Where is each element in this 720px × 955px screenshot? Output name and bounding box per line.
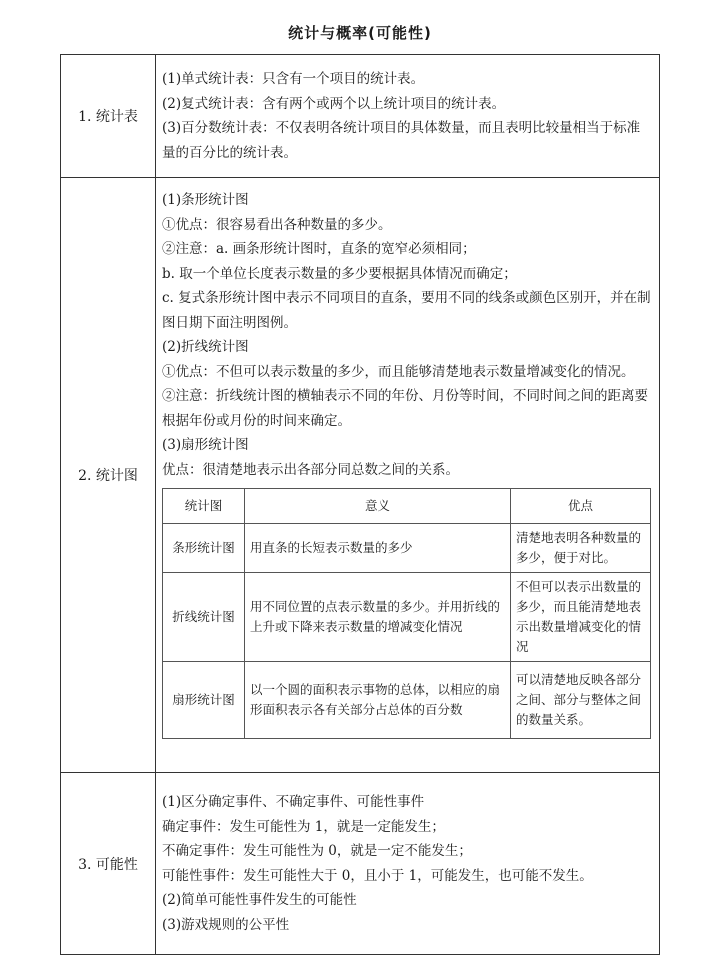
content-line: ①优点：很容易看出各种数量的多少。 — [162, 216, 392, 233]
cell-meaning: 以一个圆的面积表示事物的总体，以相应的扇形面积表示各有关部分占总体的百分数 — [245, 662, 511, 739]
section-probability — [61, 773, 660, 955]
content-line: 不确定事件：发生可能性为 0，就是一定不能发生； — [162, 843, 472, 859]
cell-advantage: 不但可以表示出数量的多少，而且能清楚地表示出数量增减变化的情况 — [511, 573, 651, 662]
content-line: (2)折线统计图 — [162, 339, 249, 355]
table-row — [163, 573, 651, 662]
section-label: 3. 可能性 — [61, 773, 156, 955]
content-line: 优点：很清楚地表示出各部分同总数之间的关系。 — [162, 461, 459, 478]
content-line: ②注意：a. 画条形统计图时，直条的宽窄必须相同； — [162, 241, 476, 257]
cell-advantage: 清楚地表明各种数量的多少，便于对比。 — [511, 524, 651, 573]
table-row — [163, 662, 651, 739]
section-content — [156, 55, 660, 178]
content-line: (3)扇形统计图 — [162, 437, 249, 453]
table-row — [163, 524, 651, 573]
header-meaning: 意义 — [245, 489, 511, 524]
cell-chart-name: 扇形统计图 — [163, 662, 245, 739]
cell-meaning: 用直条的长短表示数量的多少 — [245, 524, 511, 573]
table-header-row — [163, 489, 651, 524]
content-line: ②注意：折线统计图的横轴表示不同的年份、月份等时间，不同时间之间的距离要根据年份或月份的时间来确定。 — [162, 388, 648, 429]
content-line: b. 取一个单位长度表示数量的多少要根据具体情况而确定； — [162, 265, 517, 282]
summary-table — [60, 54, 660, 955]
content-line: ①优点：不但可以表示数量的多少，而且能够清楚地表示数量增减变化的情况。 — [162, 363, 635, 380]
content-line: (1)区分确定事件、不确定事件、可能性事件 — [162, 794, 425, 810]
chart-comparison-table — [162, 488, 651, 739]
content-line: (3)游戏规则的公平性 — [162, 916, 290, 933]
content-line: 确定事件：发生可能性为 1，就是一定能发生； — [162, 818, 445, 835]
content-line: 可能性事件：发生可能性大于 0，且小于 1，可能发生，也可能不发生。 — [162, 867, 593, 884]
section-statistical-tables — [61, 55, 660, 178]
content-line: (1)单式统计表：只含有一个项目的统计表。 — [162, 71, 425, 87]
section-label: 2. 统计图 — [61, 178, 156, 773]
section-content — [156, 773, 660, 955]
content-line: (3)百分数统计表：不仅表明各统计项目的具体数量，而且表明比较量相当于标准量的百分比的统计表。 — [162, 120, 641, 161]
section-statistical-charts — [61, 178, 660, 773]
cell-advantage: 可以清楚地反映各部分之间、部分与整体之间的数量关系。 — [511, 662, 651, 739]
page-title: 统计与概率(可能性) — [288, 24, 432, 42]
section-content — [156, 178, 660, 773]
content-line: c. 复式条形统计图中表示不同项目的直条，要用不同的线条或颜色区别开，并在制图日期下面注明图例。 — [162, 290, 651, 331]
content-line: (2)复式统计表：含有两个或两个以上统计项目的统计表。 — [162, 95, 506, 112]
section-label: 1. 统计表 — [61, 55, 156, 178]
cell-meaning: 用不同位置的点表示数量的多少。并用折线的上升或下降来表示数量的增减变化情况 — [245, 573, 511, 662]
header-advantage: 优点 — [511, 489, 651, 524]
content-line: (1)条形统计图 — [162, 192, 249, 208]
cell-chart-name: 条形统计图 — [163, 524, 245, 573]
header-chart-type: 统计图 — [163, 489, 245, 524]
cell-chart-name: 折线统计图 — [163, 573, 245, 662]
content-line: (2)简单可能性事件发生的可能性 — [162, 892, 357, 908]
